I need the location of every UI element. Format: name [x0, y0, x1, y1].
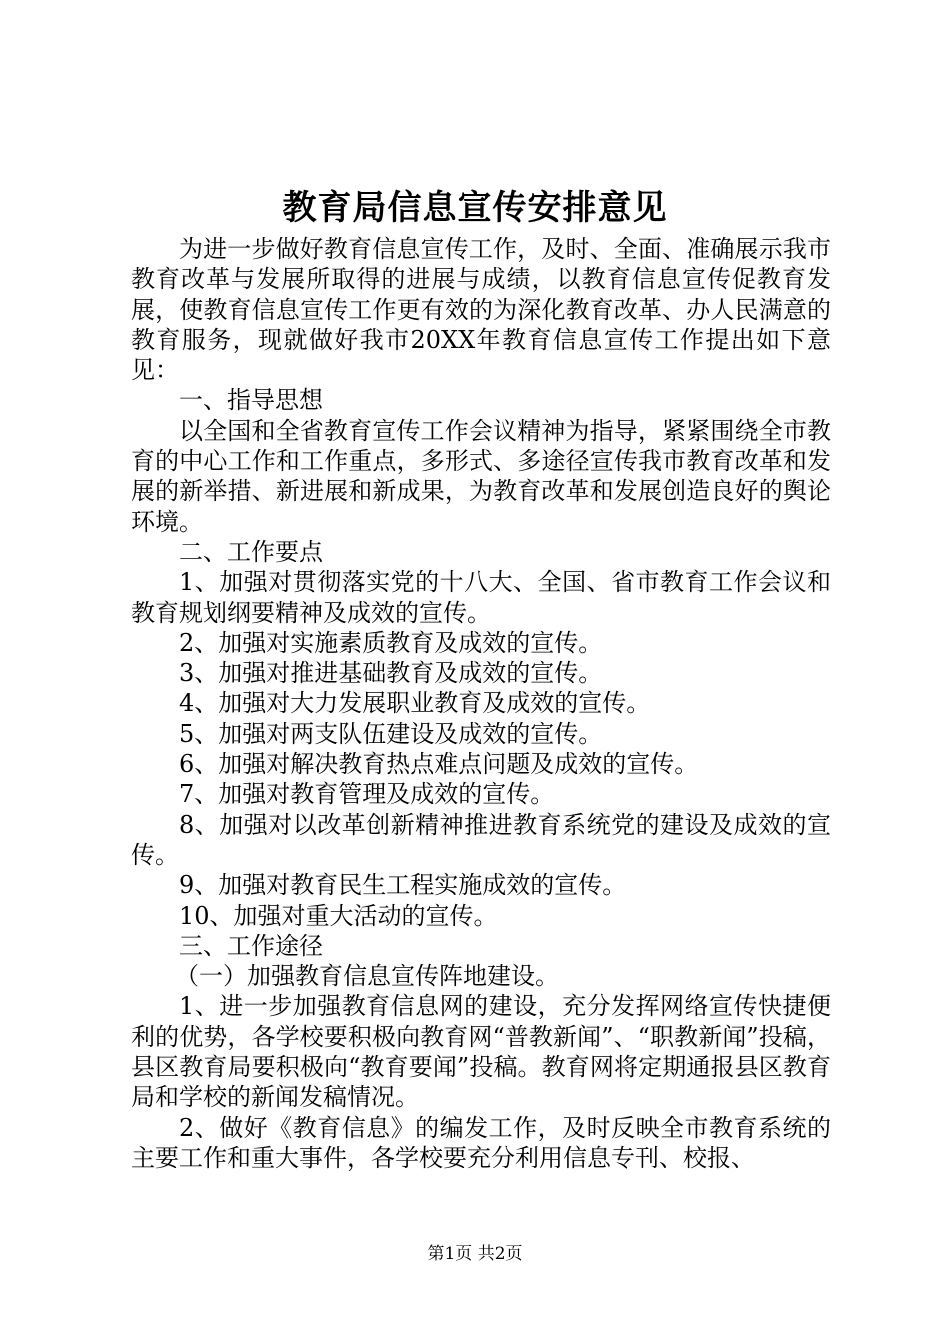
subsection-heading: （一）加强教育信息宣传阵地建设。: [175, 962, 559, 991]
page-indicator: 第1页 共2页: [427, 1244, 523, 1264]
document-title: 教育局信息宣传安排意见: [282, 188, 668, 228]
section-heading: 二、工作要点: [179, 537, 323, 566]
list-item: 6、加强对解决教育热点难点问题及成效的宣传。: [179, 750, 699, 779]
list-item: 1、进一步加强教育信息网的建设，充分发挥网络宣传快捷便利的优势，各学校要积极向教育网“普教新闻”、“职教新闻”投稿，县区教育局要积极向“教育要闻”投稿。教育网将定期通报县区教育局和学校的新闻发稿情况。: [131, 992, 831, 1112]
section-heading: 三、工作途径: [179, 931, 323, 960]
list-item: 1、加强对贯彻落实党的十八大、全国、省市教育工作会议和教育规划纲要精神及成效的宣传。: [131, 568, 831, 627]
list-item: 8、加强对以改革创新精神推进教育系统党的建设及成效的宣传。: [131, 810, 831, 869]
intro-paragraph: 为进一步做好教育信息宣传工作，及时、全面、准确展示我市教育改革与发展所取得的进展与成绩，以教育信息宣传促教育发展，使教育信息宣传工作更有效的为深化教育改革、办人民满意的教育服务，现就做好我市20XX年教育信息宣传工作提出如下意见：: [131, 235, 831, 385]
list-item: 2、做好《教育信息》的编发工作，及时反映全市教育系统的主要工作和重大事件，各学校要充分利用信息专刊、校报、: [131, 1113, 831, 1172]
paragraph: 以全国和全省教育宣传工作会议精神为指导，紧紧围绕全市教育的中心工作和工作重点，多形式、多途径宣传我市教育改革和发展的新举措、新进展和新成果，为教育改革和发展创造良好的舆论环境。: [131, 416, 831, 536]
document-body: [131, 234, 831, 1173]
list-item: 5、加强对两支队伍建设及成效的宣传。: [179, 719, 603, 748]
list-item: 2、加强对实施素质教育及成效的宣传。: [179, 628, 603, 657]
list-item: 4、加强对大力发展职业教育及成效的宣传。: [179, 689, 651, 718]
list-item: 7、加强对教育管理及成效的宣传。: [179, 780, 555, 809]
list-item: 9、加强对教育民生工程实施成效的宣传。: [179, 871, 627, 900]
list-item: 3、加强对推进基础教育及成效的宣传。: [179, 659, 603, 688]
section-heading: 一、指导思想: [179, 386, 323, 415]
list-item: 10、加强对重大活动的宣传。: [179, 901, 498, 930]
